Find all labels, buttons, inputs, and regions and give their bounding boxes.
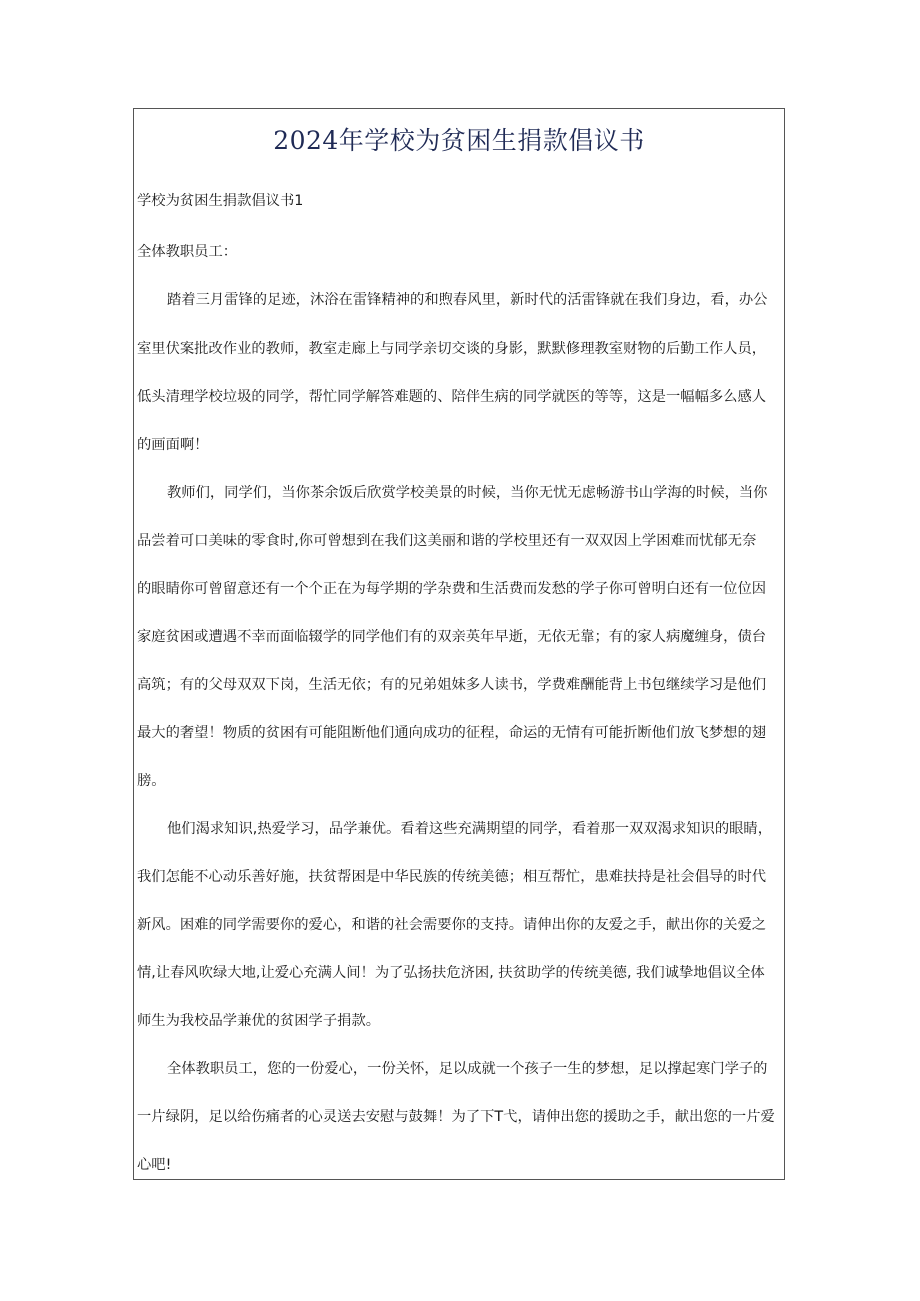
paragraph-3-line-4: 情,让春风吹绿大地,让爱心充满人间！为了弘扬扶危济困, 扶贫助学的传统美德, 我们诚挚地倡议全体	[137, 965, 765, 981]
paragraph-2-line-1: 教师们，同学们，当你茶余饭后欣赏学校美景的时候，当你无忧无虑畅游书山学海的时候，当你	[167, 485, 768, 501]
paragraph-3-line-3: 新风。困难的同学需要你的爱心，和谐的社会需要你的支持。请伸出你的友爱之手，献出你的关爱之	[137, 917, 767, 933]
document-frame	[133, 108, 785, 1180]
paragraph-4-line-3: 心吧!	[137, 1157, 172, 1173]
salutation: 全体教职员工：	[137, 244, 238, 260]
paragraph-2-line-7: 膀。	[137, 773, 166, 789]
paragraph-2-line-2: 品尝着可口美味的零食时,你可曾想到在我们这美丽和谐的学校里还有一双双因上学困难而忧郁无奈	[137, 533, 757, 549]
document-title: 2024年学校为贫困生捐款倡议书	[273, 126, 645, 155]
paragraph-4-line-2: 一片绿阴，足以给伤痛者的心灵送去安慰与鼓舞！为了下T弋，请伸出您的援助之手，献出您的一片爱	[137, 1109, 775, 1125]
paragraph-3-line-1: 他们渴求知识,热爱学习，品学兼优。看着这些充满期望的同学，看着那一双双渴求知识的眼睛，	[167, 821, 773, 837]
paragraph-1-line-1: 踏着三月雷锋的足迹，沐浴在雷锋精神的和煦春风里，新时代的活雷锋就在我们身边，看，办公	[167, 292, 768, 308]
paragraph-3-line-5: 师生为我校品学兼优的贫困学子捐款。	[137, 1013, 381, 1029]
paragraph-3-line-2: 我们怎能不心动乐善好施，扶贫帮困是中华民族的传统美德；相互帮忙，患难扶持是社会倡导的时代	[137, 869, 767, 885]
paragraph-1-line-2: 室里伏案批改作业的教师，教室走廊上与同学亲切交谈的身影，默默修理教室财物的后勤工作人员，	[137, 341, 767, 357]
subtitle: 学校为贫困生捐款倡议书1	[137, 193, 304, 209]
paragraph-1-line-3: 低头清理学校垃圾的同学，帮忙同学解答难题的、陪伴生病的同学就医的等等，这是一幅幅多么感人	[137, 389, 767, 405]
paragraph-2-line-4: 家庭贫困或遭遇不幸而面临辍学的同学他们有的双亲英年早逝，无依无靠；有的家人病魔缠身，债台	[137, 629, 767, 645]
paragraph-2-line-6: 最大的奢望！物质的贫困有可能阻断他们通向成功的征程，命运的无情有可能折断他们放飞梦想的翅	[137, 725, 767, 741]
paragraph-2-line-5: 高筑；有的父母双双下岗，生活无依；有的兄弟姐妹多人读书，学费难酬能背上书包继续学习是他们	[137, 677, 767, 693]
paragraph-2-line-3: 的眼睛你可曾留意还有一个个正在为每学期的学杂费和生活费而发愁的学子你可曾明白还有一位位因	[137, 581, 767, 597]
paragraph-4-line-1: 全体教职员工，您的一份爱心，一份关怀，足以成就一个孩子一生的梦想，足以撑起寒门学子的	[167, 1061, 768, 1077]
paragraph-1-line-4: 的画面啊！	[137, 437, 209, 453]
